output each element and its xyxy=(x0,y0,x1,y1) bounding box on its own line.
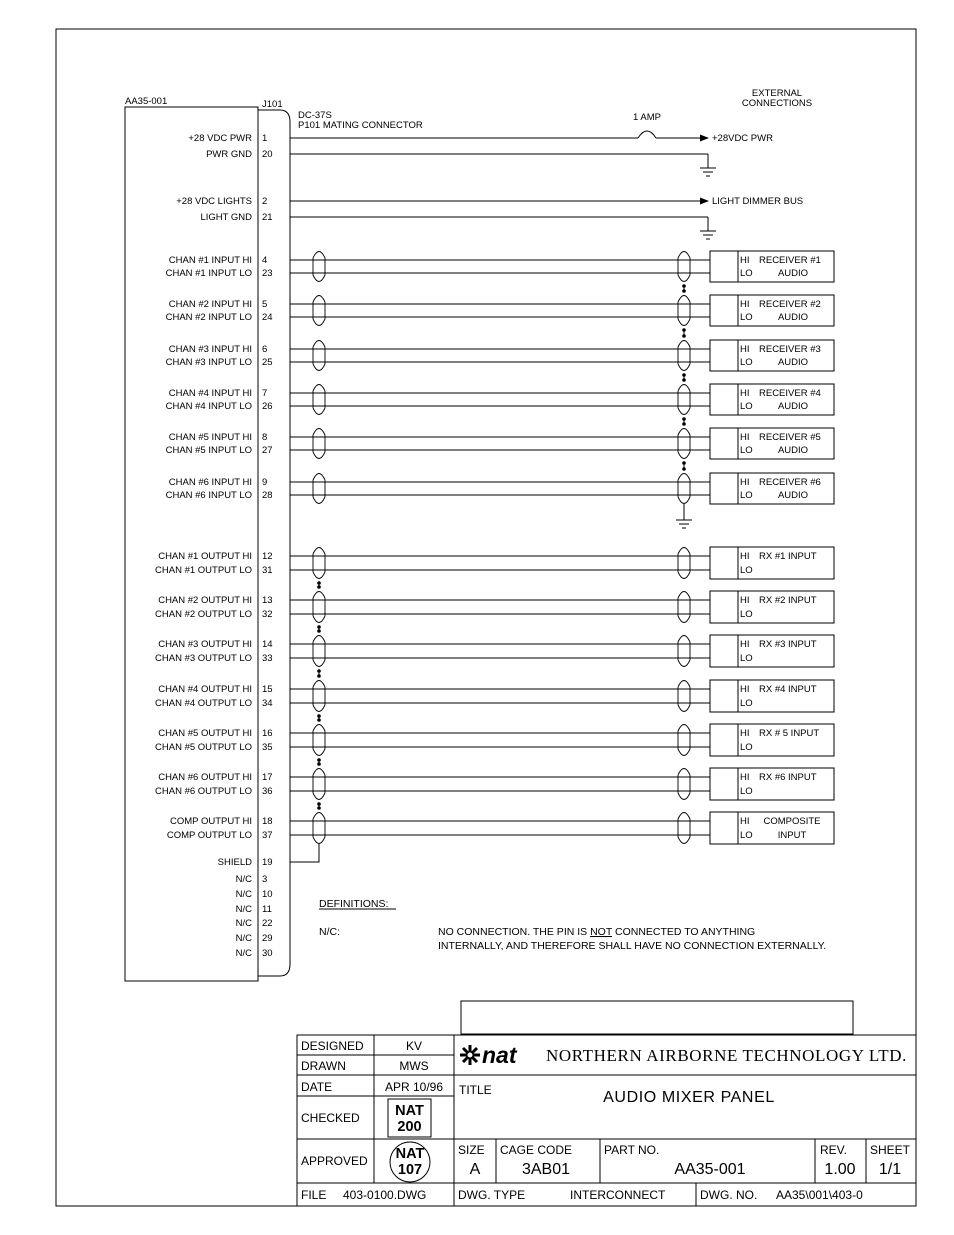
rev-value: 1.00 xyxy=(824,1161,856,1178)
shield-arc-bottom xyxy=(678,319,690,326)
destination-label: RX #6 INPUT xyxy=(759,772,817,783)
destination-hi: HI xyxy=(740,772,750,783)
sheet-label: SHEET xyxy=(870,1143,911,1157)
output-channel xyxy=(155,768,834,810)
approved-stamp-line-2: 107 xyxy=(397,1162,423,1178)
shield-arc-bottom xyxy=(678,705,690,712)
shield-wire xyxy=(290,844,319,862)
pin-number: 34 xyxy=(262,698,273,709)
shield-junction-dot xyxy=(682,328,686,332)
shield-arc-top xyxy=(678,592,690,599)
shield-junction-dot xyxy=(682,461,686,465)
definition-line-2: INTERNALLY, AND THEREFORE SHALL HAVE NO CONNECTION EXTERNALLY. xyxy=(438,940,827,952)
pin-number: 13 xyxy=(262,595,273,606)
shield-arc-bottom xyxy=(313,408,325,415)
pin-label: CHAN #6 OUTPUT LO xyxy=(155,786,252,797)
destination-hi: HI xyxy=(740,816,750,827)
destination-label: RECEIVER #3 xyxy=(759,344,821,355)
shield-junction-dot xyxy=(317,802,321,806)
part-no-label: PART NO. xyxy=(604,1143,660,1157)
pin-label: CHAN #5 INPUT HI xyxy=(168,432,252,443)
fuse-label: 1 AMP xyxy=(633,112,661,123)
pin-number: 31 xyxy=(262,565,273,576)
destination-label: RECEIVER #5 xyxy=(759,432,821,443)
destination-label: RX #1 INPUT xyxy=(759,551,817,562)
pin-label: CHAN #4 INPUT HI xyxy=(168,388,252,399)
pin-number: 5 xyxy=(262,299,268,310)
pin-number: 17 xyxy=(262,772,273,783)
file-label: FILE xyxy=(301,1188,327,1202)
destination-lo: LO xyxy=(740,786,753,797)
destination-label: RX #2 INPUT xyxy=(759,595,817,606)
lights-destination: LIGHT DIMMER BUS xyxy=(712,196,804,207)
shield-arc-top xyxy=(313,385,325,392)
pin-label: CHAN #1 OUTPUT LO xyxy=(155,565,252,576)
drawing-title: AUDIO MIXER PANEL xyxy=(603,1089,775,1106)
shield-arc-bottom xyxy=(313,319,325,326)
checked-stamp-line-1: NAT xyxy=(395,1103,424,1119)
pin-label: CHAN #6 INPUT LO xyxy=(165,490,252,501)
destination-sublabel: AUDIO xyxy=(777,401,809,412)
pin-number: 25 xyxy=(262,357,273,368)
pin-label: CHAN #3 INPUT LO xyxy=(165,357,252,368)
pin-number: 4 xyxy=(262,255,268,266)
destination-lo: LO xyxy=(740,609,753,620)
shield-arc-top xyxy=(678,725,690,732)
input-channel xyxy=(166,428,834,471)
nc-pin: 22 xyxy=(262,918,273,929)
shield-arc-bottom xyxy=(678,572,690,579)
shield-arc-top xyxy=(313,592,325,599)
output-channel xyxy=(155,635,834,678)
output-channel xyxy=(155,547,834,589)
definition-text-1: NO CONNECTION. THE PIN IS xyxy=(438,926,591,938)
destination-sublabel: AUDIO xyxy=(777,357,809,368)
external-heading-2: CONNECTIONS xyxy=(741,98,813,109)
pin-label: CHAN #6 OUTPUT HI xyxy=(158,772,252,783)
destination-label: RX #4 INPUT xyxy=(759,684,817,695)
pin-number: 2 xyxy=(262,196,268,207)
destination-lo: LO xyxy=(740,312,753,323)
destination-hi: HI xyxy=(740,684,750,695)
mating-connector-type: DC-37S xyxy=(298,110,332,121)
definitions-heading: DEFINITIONS: xyxy=(319,898,389,910)
destination-sublabel: AUDIO xyxy=(777,268,809,279)
destination-hi: HI xyxy=(740,432,750,443)
destination-sublabel: AUDIO xyxy=(777,445,809,456)
pin-number: 20 xyxy=(262,149,273,160)
shield-junction-dot xyxy=(682,417,686,421)
destination-hi: HI xyxy=(740,595,750,606)
pin-label: CHAN #3 OUTPUT HI xyxy=(158,639,252,650)
shield-junction-dot xyxy=(317,629,321,633)
logo-center xyxy=(467,1052,473,1058)
pin-label: CHAN #4 OUTPUT LO xyxy=(155,698,252,709)
shield-arc-top xyxy=(313,548,325,555)
pin-number: 35 xyxy=(262,742,273,753)
pin-number: 16 xyxy=(262,728,273,739)
rev-label: REV. xyxy=(820,1143,847,1157)
shield-arc-bottom xyxy=(678,452,690,459)
shield-pin: 19 xyxy=(262,857,273,868)
part-no-value: AA35-001 xyxy=(674,1161,746,1178)
shield-arc-top xyxy=(313,769,325,776)
pin-label: CHAN #3 INPUT HI xyxy=(168,344,252,355)
shield-arc-top xyxy=(313,429,325,436)
external-heading-1: EXTERNAL xyxy=(751,88,803,99)
destination-sublabel: AUDIO xyxy=(777,490,809,501)
pin-number: 28 xyxy=(262,490,273,501)
destination-label: RECEIVER #6 xyxy=(759,477,821,488)
pin-number: 15 xyxy=(262,684,273,695)
pin-label: CHAN #2 OUTPUT LO xyxy=(155,609,252,620)
checked-stamp-line-2: 200 xyxy=(397,1119,422,1135)
input-channel xyxy=(166,473,834,513)
output-channel xyxy=(155,591,834,633)
pin-label: COMP OUTPUT HI xyxy=(170,816,252,827)
definitions-term: N/C: xyxy=(319,926,340,938)
shield-junction-dot xyxy=(317,669,321,673)
mating-connector-desc: P101 MATING CONNECTOR xyxy=(298,120,423,131)
unit-box xyxy=(125,107,258,981)
destination-hi: HI xyxy=(740,477,750,488)
shield-junction-dot xyxy=(317,762,321,766)
cage-code-label: CAGE CODE xyxy=(500,1143,573,1157)
nc-pin: 29 xyxy=(262,933,273,944)
shield-arc-bottom xyxy=(313,837,325,844)
shield-arc-top xyxy=(678,341,690,348)
pin-number: 27 xyxy=(262,445,273,456)
pin-label: LIGHT GND xyxy=(200,212,252,223)
output-channel-group xyxy=(155,547,834,844)
shield-arc-top xyxy=(313,681,325,688)
date-value: APR 10/96 xyxy=(384,1080,444,1094)
size-label: SIZE xyxy=(458,1143,485,1157)
revision-box xyxy=(461,1001,853,1034)
pin-number: 18 xyxy=(262,816,273,827)
nc-pin: 11 xyxy=(262,904,272,915)
shield-arc-top xyxy=(313,636,325,643)
shield-arc-bottom xyxy=(313,572,325,579)
pin-label: CHAN #5 OUTPUT LO xyxy=(155,742,252,753)
pin-label: CHAN #2 OUTPUT HI xyxy=(158,595,252,606)
pin-number: 9 xyxy=(262,477,268,488)
shield-arc-bottom xyxy=(313,275,325,282)
pin-number: 26 xyxy=(262,401,273,412)
definition-emphasis: NOT xyxy=(590,926,613,938)
shield-arc-bottom xyxy=(678,616,690,623)
shield-junction-dot xyxy=(317,718,321,722)
pin-label: CHAN #1 INPUT HI xyxy=(168,255,252,266)
shield-arc-bottom xyxy=(313,705,325,712)
shield-arc-top xyxy=(313,341,325,348)
pin-number: 36 xyxy=(262,786,273,797)
pin-number: 8 xyxy=(262,432,268,443)
destination-lo: LO xyxy=(740,357,753,368)
pin-number: 12 xyxy=(262,551,273,562)
definition-line-1 xyxy=(438,926,755,938)
shield-arc-bottom xyxy=(678,660,690,667)
shield-arc-top xyxy=(313,725,325,732)
destination-label: RECEIVER #1 xyxy=(759,255,821,266)
shield-junction-dot xyxy=(682,284,686,288)
shield-arc-top xyxy=(678,636,690,643)
designed-value: KV xyxy=(405,1039,423,1053)
shield-arc-top xyxy=(678,681,690,688)
shield-arc-bottom xyxy=(678,275,690,282)
pin-label: CHAN #4 INPUT LO xyxy=(165,401,252,412)
destination-lo: LO xyxy=(740,653,753,664)
connector-strip xyxy=(258,110,290,976)
pin-label: CHAN #2 INPUT HI xyxy=(168,299,252,310)
nc-pin: 30 xyxy=(262,948,273,959)
pin-label: CHAN #1 INPUT LO xyxy=(165,268,252,279)
shield-junction-dot xyxy=(682,467,686,471)
title-label: TITLE xyxy=(459,1083,492,1097)
shield-junction-dot xyxy=(682,378,686,382)
destination-label: RX # 5 INPUT xyxy=(759,728,820,739)
destination-lo: LO xyxy=(740,490,753,501)
pin-label: CHAN #6 INPUT HI xyxy=(168,477,252,488)
shield-arc-bottom xyxy=(678,793,690,800)
pin-label: +28 VDC LIGHTS xyxy=(176,196,252,207)
shield-junction-dot xyxy=(682,289,686,293)
destination-hi: HI xyxy=(740,639,750,650)
checked-label: CHECKED xyxy=(301,1111,360,1125)
shield-junction-dot xyxy=(682,373,686,377)
destination-hi: HI xyxy=(740,551,750,562)
destination-lo: LO xyxy=(740,830,753,841)
shield-arc-top xyxy=(678,769,690,776)
destination-lo: LO xyxy=(740,268,753,279)
company-name: NORTHERN AIRBORNE TECHNOLOGY LTD. xyxy=(546,1046,907,1065)
shield-arc-bottom xyxy=(678,408,690,415)
destination-lo: LO xyxy=(740,698,753,709)
shield-arc-bottom xyxy=(678,749,690,756)
designed-label: DESIGNED xyxy=(301,1039,364,1053)
pin-label: CHAN #4 OUTPUT HI xyxy=(158,684,252,695)
input-channel xyxy=(166,251,834,293)
shield-arc-top xyxy=(313,252,325,259)
unit-part-label: AA35-001 xyxy=(125,96,168,107)
pin-number: 23 xyxy=(262,268,273,279)
shield-junction-dot xyxy=(317,758,321,762)
pin-number: 32 xyxy=(262,609,273,620)
destination-hi: HI xyxy=(740,255,750,266)
destination-sublabel: AUDIO xyxy=(777,312,809,323)
shield-junction-dot xyxy=(317,714,321,718)
pin-label: +28 VDC PWR xyxy=(188,133,252,144)
destination-lo: LO xyxy=(740,401,753,412)
shield-arc-top xyxy=(678,429,690,436)
shield-arc-bottom xyxy=(313,616,325,623)
shield-arc-bottom xyxy=(678,497,690,504)
shield-junction-dot xyxy=(317,806,321,810)
shield-label: SHIELD xyxy=(217,857,252,868)
nc-label: N/C xyxy=(235,889,252,900)
power-destination: +28VDC PWR xyxy=(712,133,773,144)
shield-arc-top xyxy=(678,252,690,259)
pin-number: 21 xyxy=(262,212,273,223)
shield-arc-bottom xyxy=(678,837,690,844)
shield-junction-dot xyxy=(682,422,686,426)
nc-pin: 10 xyxy=(262,889,273,900)
destination-label: RECEIVER #4 xyxy=(759,388,821,399)
pin-number: 6 xyxy=(262,344,268,355)
definition-text-2: CONNECTED TO ANYTHING xyxy=(612,926,756,938)
pin-label: CHAN #2 INPUT LO xyxy=(165,312,252,323)
shield-arc-top xyxy=(313,813,325,820)
destination-hi: HI xyxy=(740,388,750,399)
pin-number: 1 xyxy=(262,133,268,144)
input-channel xyxy=(166,340,834,382)
output-channel xyxy=(155,680,834,722)
cage-code-value: 3AB01 xyxy=(521,1161,571,1178)
output-channel xyxy=(155,724,834,766)
shield-arc-top xyxy=(678,385,690,392)
shield-arc-bottom xyxy=(313,660,325,667)
lights-arrowhead xyxy=(700,198,709,205)
nc-label: N/C xyxy=(235,874,252,885)
nc-label: N/C xyxy=(235,904,252,915)
fuse-symbol xyxy=(638,131,656,138)
dwg-type-value: INTERCONNECT xyxy=(570,1188,666,1202)
pin-number: 14 xyxy=(262,639,273,650)
dwg-no-label: DWG. NO. xyxy=(700,1188,758,1202)
shield-junction-dot xyxy=(682,334,686,338)
dwg-no-value: AA35\001\403-0 xyxy=(776,1188,863,1202)
destination-lo: LO xyxy=(740,445,753,456)
destination-lo: LO xyxy=(740,565,753,576)
input-channel-group xyxy=(166,251,834,513)
pin-number: 24 xyxy=(262,312,273,323)
shield-junction-dot xyxy=(317,674,321,678)
drawn-value: MWS xyxy=(399,1059,429,1073)
shield-junction-dot xyxy=(317,585,321,589)
shield-arc-bottom xyxy=(678,364,690,371)
pin-label: CHAN #3 OUTPUT LO xyxy=(155,653,252,664)
drawn-label: DRAWN xyxy=(301,1059,346,1073)
shield-arc-bottom xyxy=(313,793,325,800)
nc-pin-group xyxy=(236,874,273,959)
shield-arc-top xyxy=(678,296,690,303)
shield-arc-bottom xyxy=(313,749,325,756)
nc-pin: 3 xyxy=(262,874,268,885)
approved-label: APPROVED xyxy=(301,1154,368,1168)
shield-arc-bottom xyxy=(313,452,325,459)
pin-label: COMP OUTPUT LO xyxy=(166,830,252,841)
shield-junction-dot xyxy=(317,581,321,585)
file-value: 403-0100.DWG xyxy=(343,1188,427,1202)
destination-label: RECEIVER #2 xyxy=(759,299,821,310)
shield-junction-dot xyxy=(317,625,321,629)
pin-number: 37 xyxy=(262,830,273,841)
date-label: DATE xyxy=(301,1080,333,1094)
destination-hi: HI xyxy=(740,728,750,739)
approved-stamp-line-1: NAT xyxy=(395,1146,425,1162)
input-channel xyxy=(166,384,834,426)
shield-arc-top xyxy=(678,813,690,820)
pin-label: PWR GND xyxy=(206,149,252,160)
shield-arc-top xyxy=(313,296,325,303)
destination-label: RX #3 INPUT xyxy=(759,639,817,650)
nc-label: N/C xyxy=(235,918,252,929)
destination-lo: LO xyxy=(740,742,753,753)
company-logo-icon xyxy=(460,1042,518,1068)
pin-label: CHAN #1 OUTPUT HI xyxy=(158,551,252,562)
shield-arc-bottom xyxy=(313,364,325,371)
pin-number: 33 xyxy=(262,653,273,664)
destination-sublabel: INPUT xyxy=(777,830,807,841)
shield-arc-top xyxy=(313,474,325,481)
destination-hi: HI xyxy=(740,344,750,355)
output-channel xyxy=(167,812,834,844)
power-arrowhead xyxy=(700,135,709,142)
shield-arc-bottom xyxy=(313,497,325,504)
shield-arc-top xyxy=(678,474,690,481)
size-value: A xyxy=(469,1161,481,1178)
shield-arc-top xyxy=(678,548,690,555)
sheet-value: 1/1 xyxy=(878,1161,902,1178)
connector-ref: J101 xyxy=(262,99,283,110)
nc-label: N/C xyxy=(235,948,252,959)
company-logo-text: nat xyxy=(482,1042,517,1068)
destination-hi: HI xyxy=(740,299,750,310)
nc-label: N/C xyxy=(235,933,252,944)
input-channel xyxy=(166,295,834,338)
pin-label: CHAN #5 OUTPUT HI xyxy=(158,728,252,739)
destination-label: COMPOSITE xyxy=(763,816,821,827)
pin-label: CHAN #5 INPUT LO xyxy=(165,445,252,456)
pin-number: 7 xyxy=(262,388,268,399)
dwg-type-label: DWG. TYPE xyxy=(458,1188,526,1202)
title-block xyxy=(297,1035,916,1206)
